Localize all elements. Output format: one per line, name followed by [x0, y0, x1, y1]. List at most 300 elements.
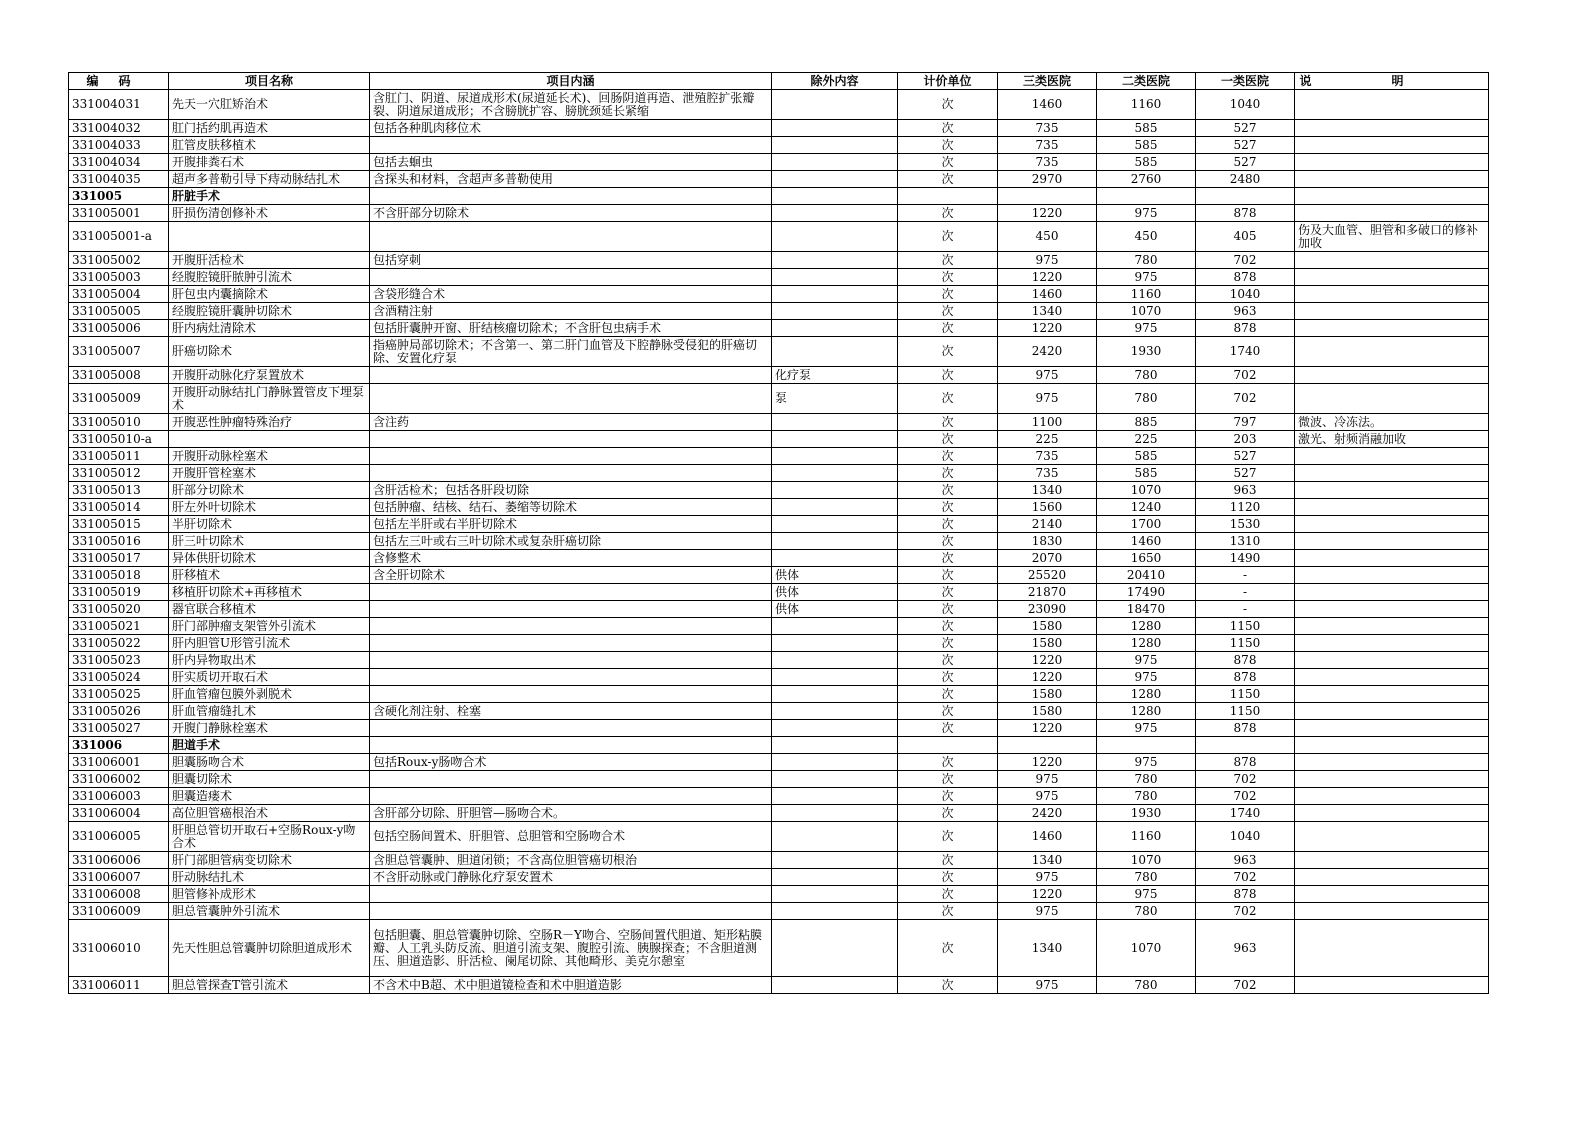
cell-price-class1[interactable]: 702	[1196, 977, 1295, 994]
cell-price-class2[interactable]: 885	[1097, 414, 1196, 431]
cell-price-class2[interactable]: 975	[1097, 652, 1196, 669]
cell-price-class1[interactable]: 878	[1196, 320, 1295, 337]
cell-content[interactable]: 包括左三叶或右三叶切除术或复杂肝癌切除	[370, 533, 772, 550]
cell-content[interactable]: 含肝部分切除、肝胆管—肠吻合术。	[370, 805, 772, 822]
cell-content[interactable]: 含注药	[370, 414, 772, 431]
cell-price-class1[interactable]: -	[1196, 601, 1295, 618]
cell-price-class2[interactable]: 1280	[1097, 703, 1196, 720]
cell-price-class2[interactable]: 1160	[1097, 90, 1196, 120]
cell-code[interactable]: 331005001	[69, 205, 169, 222]
cell-note[interactable]	[1295, 788, 1489, 805]
cell-price-class2[interactable]: 975	[1097, 886, 1196, 903]
cell-price-class1[interactable]: 1740	[1196, 337, 1295, 367]
cell-content[interactable]: 包括左半肝或右半肝切除术	[370, 516, 772, 533]
cell-name[interactable]: 胆囊切除术	[169, 771, 370, 788]
cell-unit[interactable]: 次	[898, 269, 998, 286]
cell-price-class3[interactable]: 1340	[998, 303, 1097, 320]
cell-price-class3[interactable]: 1580	[998, 686, 1097, 703]
cell-except[interactable]	[772, 635, 898, 652]
cell-unit[interactable]: 次	[898, 977, 998, 994]
cell-price-class2[interactable]: 780	[1097, 869, 1196, 886]
cell-unit[interactable]: 次	[898, 805, 998, 822]
cell-name[interactable]	[169, 431, 370, 448]
cell-except[interactable]	[772, 652, 898, 669]
cell-note[interactable]	[1295, 805, 1489, 822]
cell-code[interactable]: 331005001-a	[69, 222, 169, 252]
cell-code[interactable]: 331005017	[69, 550, 169, 567]
cell-note[interactable]	[1295, 154, 1489, 171]
cell-price-class1[interactable]: 527	[1196, 448, 1295, 465]
cell-unit[interactable]: 次	[898, 252, 998, 269]
cell-price-class1[interactable]: 527	[1196, 465, 1295, 482]
cell-price-class1[interactable]: 878	[1196, 720, 1295, 737]
cell-note[interactable]	[1295, 720, 1489, 737]
cell-content[interactable]	[370, 669, 772, 686]
cell-note[interactable]	[1295, 754, 1489, 771]
cell-price-class1[interactable]: 1040	[1196, 286, 1295, 303]
cell-note[interactable]: 伤及大血管、胆管和多破口的修补加收	[1295, 222, 1489, 252]
cell-except[interactable]	[772, 120, 898, 137]
cell-content[interactable]	[370, 448, 772, 465]
cell-price-class1[interactable]: 702	[1196, 252, 1295, 269]
cell-price-class1[interactable]: 878	[1196, 754, 1295, 771]
cell-price-class3[interactable]: 735	[998, 448, 1097, 465]
cell-except[interactable]	[772, 188, 898, 205]
cell-price-class3[interactable]: 1460	[998, 286, 1097, 303]
cell-unit[interactable]: 次	[898, 367, 998, 384]
cell-except[interactable]	[772, 205, 898, 222]
cell-code[interactable]: 331004035	[69, 171, 169, 188]
cell-price-class1[interactable]: 702	[1196, 869, 1295, 886]
cell-price-class2[interactable]: 585	[1097, 465, 1196, 482]
cell-price-class2[interactable]: 18470	[1097, 601, 1196, 618]
cell-unit[interactable]: 次	[898, 550, 998, 567]
cell-price-class3[interactable]: 1580	[998, 635, 1097, 652]
cell-note[interactable]	[1295, 499, 1489, 516]
cell-unit[interactable]: 次	[898, 852, 998, 869]
cell-unit[interactable]: 次	[898, 286, 998, 303]
cell-note[interactable]	[1295, 686, 1489, 703]
cell-content[interactable]	[370, 635, 772, 652]
cell-code[interactable]: 331005023	[69, 652, 169, 669]
cell-note[interactable]	[1295, 669, 1489, 686]
cell-price-class2[interactable]: 1280	[1097, 618, 1196, 635]
cell-code[interactable]: 331006003	[69, 788, 169, 805]
cell-price-class3[interactable]: 23090	[998, 601, 1097, 618]
cell-except[interactable]	[772, 414, 898, 431]
cell-unit[interactable]: 次	[898, 788, 998, 805]
cell-code[interactable]: 331005022	[69, 635, 169, 652]
cell-code[interactable]: 331005024	[69, 669, 169, 686]
cell-content[interactable]: 含肝活检术；包括各肝段切除	[370, 482, 772, 499]
cell-name[interactable]: 肝门部胆管病变切除术	[169, 852, 370, 869]
cell-note[interactable]	[1295, 171, 1489, 188]
cell-note[interactable]	[1295, 205, 1489, 222]
cell-content[interactable]: 不含肝动脉或门静脉化疗泵安置术	[370, 869, 772, 886]
cell-price-class3[interactable]: 2970	[998, 171, 1097, 188]
cell-name[interactable]: 肝内胆管U形管引流术	[169, 635, 370, 652]
cell-price-class3[interactable]: 1460	[998, 822, 1097, 852]
cell-price-class3[interactable]: 735	[998, 154, 1097, 171]
cell-note[interactable]	[1295, 771, 1489, 788]
cell-price-class1[interactable]: 1150	[1196, 635, 1295, 652]
cell-code[interactable]: 331004031	[69, 90, 169, 120]
cell-name[interactable]: 胆总管探查T管引流术	[169, 977, 370, 994]
cell-note[interactable]	[1295, 869, 1489, 886]
cell-content[interactable]	[370, 737, 772, 754]
cell-note[interactable]	[1295, 320, 1489, 337]
cell-code[interactable]: 331004034	[69, 154, 169, 171]
cell-name[interactable]: 开腹恶性肿瘤特殊治疗	[169, 414, 370, 431]
cell-except[interactable]	[772, 737, 898, 754]
cell-price-class2[interactable]: 585	[1097, 137, 1196, 154]
cell-code[interactable]: 331006008	[69, 886, 169, 903]
cell-except[interactable]	[772, 533, 898, 550]
cell-content[interactable]: 不含肝部分切除术	[370, 205, 772, 222]
cell-name[interactable]: 胆道手术	[169, 737, 370, 754]
cell-name[interactable]: 肝内病灶清除术	[169, 320, 370, 337]
cell-unit[interactable]	[898, 737, 998, 754]
cell-price-class2[interactable]	[1097, 737, 1196, 754]
cell-code[interactable]: 331005020	[69, 601, 169, 618]
cell-price-class3[interactable]: 1220	[998, 754, 1097, 771]
cell-note[interactable]	[1295, 252, 1489, 269]
cell-note[interactable]	[1295, 137, 1489, 154]
cell-price-class1[interactable]: 878	[1196, 886, 1295, 903]
cell-price-class3[interactable]: 1460	[998, 90, 1097, 120]
cell-unit[interactable]: 次	[898, 384, 998, 414]
cell-name[interactable]: 肝血管瘤缝扎术	[169, 703, 370, 720]
cell-name[interactable]: 先天性胆总管囊肿切除胆道成形术	[169, 920, 370, 977]
cell-except[interactable]	[772, 90, 898, 120]
cell-except[interactable]	[772, 269, 898, 286]
cell-name[interactable]: 先天一穴肛矫治术	[169, 90, 370, 120]
header-note[interactable]: 说明	[1295, 73, 1489, 90]
header-name[interactable]: 项目名称	[169, 73, 370, 90]
cell-price-class1[interactable]: 1150	[1196, 618, 1295, 635]
cell-except[interactable]: 供体	[772, 584, 898, 601]
cell-price-class1[interactable]: 1150	[1196, 686, 1295, 703]
cell-code[interactable]: 331005007	[69, 337, 169, 367]
cell-unit[interactable]: 次	[898, 431, 998, 448]
cell-price-class1[interactable]: 878	[1196, 269, 1295, 286]
cell-unit[interactable]: 次	[898, 584, 998, 601]
cell-price-class2[interactable]: 975	[1097, 754, 1196, 771]
cell-name[interactable]: 异体供肝切除术	[169, 550, 370, 567]
cell-content[interactable]: 包括肝囊肿开窗、肝结核瘤切除术；不含肝包虫病手术	[370, 320, 772, 337]
cell-name[interactable]: 肝内异物取出术	[169, 652, 370, 669]
cell-except[interactable]	[772, 465, 898, 482]
cell-price-class3[interactable]: 2420	[998, 337, 1097, 367]
cell-code[interactable]: 331005010-a	[69, 431, 169, 448]
cell-price-class3[interactable]: 735	[998, 137, 1097, 154]
cell-name[interactable]: 肝包虫内囊摘除术	[169, 286, 370, 303]
cell-name[interactable]: 肝癌切除术	[169, 337, 370, 367]
cell-except[interactable]	[772, 822, 898, 852]
cell-name[interactable]: 开腹肝管栓塞术	[169, 465, 370, 482]
cell-note[interactable]	[1295, 567, 1489, 584]
cell-content[interactable]	[370, 686, 772, 703]
cell-code[interactable]: 331005026	[69, 703, 169, 720]
cell-code[interactable]: 331005018	[69, 567, 169, 584]
cell-except[interactable]	[772, 337, 898, 367]
cell-price-class2[interactable]: 1280	[1097, 686, 1196, 703]
cell-except[interactable]	[772, 252, 898, 269]
cell-price-class2[interactable]: 1930	[1097, 337, 1196, 367]
cell-code[interactable]: 331005009	[69, 384, 169, 414]
cell-note[interactable]	[1295, 303, 1489, 320]
cell-except[interactable]	[772, 669, 898, 686]
cell-code[interactable]: 331006009	[69, 903, 169, 920]
cell-note[interactable]	[1295, 367, 1489, 384]
cell-code[interactable]: 331006007	[69, 869, 169, 886]
cell-unit[interactable]: 次	[898, 822, 998, 852]
cell-name[interactable]: 肝脏手术	[169, 188, 370, 205]
cell-code[interactable]: 331005004	[69, 286, 169, 303]
cell-content[interactable]: 包括各种肌肉移位术	[370, 120, 772, 137]
cell-price-class2[interactable]: 1240	[1097, 499, 1196, 516]
cell-price-class2[interactable]: 780	[1097, 788, 1196, 805]
cell-code[interactable]: 331004033	[69, 137, 169, 154]
cell-price-class1[interactable]: 797	[1196, 414, 1295, 431]
cell-price-class2[interactable]: 1650	[1097, 550, 1196, 567]
cell-price-class2[interactable]: 975	[1097, 205, 1196, 222]
cell-except[interactable]: 供体	[772, 601, 898, 618]
cell-content[interactable]	[370, 886, 772, 903]
cell-name[interactable]: 开腹门静脉栓塞术	[169, 720, 370, 737]
cell-price-class2[interactable]: 1280	[1097, 635, 1196, 652]
cell-code[interactable]: 331005019	[69, 584, 169, 601]
cell-note[interactable]	[1295, 852, 1489, 869]
cell-price-class1[interactable]	[1196, 737, 1295, 754]
cell-price-class2[interactable]: 1070	[1097, 852, 1196, 869]
cell-price-class2[interactable]: 1930	[1097, 805, 1196, 822]
cell-except[interactable]	[772, 720, 898, 737]
cell-code[interactable]: 331005011	[69, 448, 169, 465]
cell-code[interactable]: 331005002	[69, 252, 169, 269]
cell-unit[interactable]: 次	[898, 137, 998, 154]
cell-content[interactable]	[370, 465, 772, 482]
cell-unit[interactable]	[898, 188, 998, 205]
cell-price-class2[interactable]: 2760	[1097, 171, 1196, 188]
cell-unit[interactable]: 次	[898, 171, 998, 188]
cell-price-class1[interactable]: 702	[1196, 788, 1295, 805]
cell-unit[interactable]: 次	[898, 516, 998, 533]
cell-price-class2[interactable]: 780	[1097, 384, 1196, 414]
cell-note[interactable]	[1295, 90, 1489, 120]
cell-content[interactable]: 含全肝切除术	[370, 567, 772, 584]
cell-name[interactable]: 肝血管瘤包膜外剥脱术	[169, 686, 370, 703]
cell-name[interactable]: 开腹肝活检术	[169, 252, 370, 269]
cell-except[interactable]: 泵	[772, 384, 898, 414]
cell-note[interactable]	[1295, 337, 1489, 367]
cell-price-class1[interactable]: 2480	[1196, 171, 1295, 188]
cell-content[interactable]	[370, 222, 772, 252]
cell-unit[interactable]: 次	[898, 205, 998, 222]
cell-code[interactable]: 331005021	[69, 618, 169, 635]
cell-content[interactable]	[370, 601, 772, 618]
cell-name[interactable]: 经腹腔镜肝囊肿切除术	[169, 303, 370, 320]
cell-content[interactable]: 包括去蛔虫	[370, 154, 772, 171]
cell-except[interactable]	[772, 431, 898, 448]
cell-unit[interactable]: 次	[898, 533, 998, 550]
cell-price-class1[interactable]: 702	[1196, 903, 1295, 920]
cell-unit[interactable]: 次	[898, 320, 998, 337]
cell-code[interactable]: 331006010	[69, 920, 169, 977]
cell-price-class1[interactable]: 963	[1196, 482, 1295, 499]
cell-content[interactable]	[370, 771, 772, 788]
cell-unit[interactable]: 次	[898, 771, 998, 788]
cell-note[interactable]	[1295, 384, 1489, 414]
cell-name[interactable]: 开腹肝动脉结扎门静脉置管皮下埋泵术	[169, 384, 370, 414]
cell-price-class3[interactable]: 1220	[998, 205, 1097, 222]
cell-unit[interactable]: 次	[898, 482, 998, 499]
cell-price-class2[interactable]: 975	[1097, 269, 1196, 286]
cell-unit[interactable]: 次	[898, 303, 998, 320]
cell-code[interactable]: 331005	[69, 188, 169, 205]
cell-content[interactable]	[370, 618, 772, 635]
cell-price-class3[interactable]: 450	[998, 222, 1097, 252]
cell-content[interactable]	[370, 903, 772, 920]
cell-content[interactable]: 包括空肠间置术、肝胆管、总胆管和空肠吻合术	[370, 822, 772, 852]
header-price-class1[interactable]: 一类医院	[1196, 73, 1295, 90]
cell-except[interactable]	[772, 703, 898, 720]
cell-except[interactable]	[772, 886, 898, 903]
cell-content[interactable]: 包括穿刺	[370, 252, 772, 269]
cell-name[interactable]: 肝动脉结扎术	[169, 869, 370, 886]
cell-price-class3[interactable]: 1340	[998, 920, 1097, 977]
cell-price-class1[interactable]: 1040	[1196, 90, 1295, 120]
cell-price-class3[interactable]: 25520	[998, 567, 1097, 584]
cell-unit[interactable]: 次	[898, 618, 998, 635]
cell-code[interactable]: 331006001	[69, 754, 169, 771]
cell-price-class3[interactable]: 1220	[998, 269, 1097, 286]
cell-unit[interactable]: 次	[898, 154, 998, 171]
cell-code[interactable]: 331005015	[69, 516, 169, 533]
cell-content[interactable]	[370, 137, 772, 154]
cell-except[interactable]	[772, 516, 898, 533]
cell-note[interactable]	[1295, 448, 1489, 465]
cell-unit[interactable]: 次	[898, 414, 998, 431]
cell-note[interactable]	[1295, 550, 1489, 567]
cell-except[interactable]	[772, 448, 898, 465]
cell-unit[interactable]: 次	[898, 120, 998, 137]
cell-except[interactable]	[772, 222, 898, 252]
cell-unit[interactable]: 次	[898, 669, 998, 686]
cell-note[interactable]: 微波、冷冻法。	[1295, 414, 1489, 431]
cell-unit[interactable]: 次	[898, 222, 998, 252]
cell-note[interactable]	[1295, 703, 1489, 720]
cell-name[interactable]: 开腹肝动脉化疗泵置放术	[169, 367, 370, 384]
cell-name[interactable]: 开腹肝动脉栓塞术	[169, 448, 370, 465]
cell-code[interactable]: 331005008	[69, 367, 169, 384]
cell-name[interactable]: 肝左外叶切除术	[169, 499, 370, 516]
cell-price-class3[interactable]: 1340	[998, 852, 1097, 869]
cell-except[interactable]	[772, 920, 898, 977]
cell-content[interactable]	[370, 188, 772, 205]
cell-name[interactable]	[169, 222, 370, 252]
cell-unit[interactable]: 次	[898, 635, 998, 652]
cell-price-class1[interactable]: 878	[1196, 652, 1295, 669]
cell-price-class1[interactable]: 963	[1196, 852, 1295, 869]
cell-content[interactable]	[370, 431, 772, 448]
cell-except[interactable]	[772, 686, 898, 703]
cell-price-class3[interactable]: 2420	[998, 805, 1097, 822]
cell-code[interactable]: 331005006	[69, 320, 169, 337]
header-code[interactable]: 编码	[69, 73, 169, 90]
header-unit[interactable]: 计价单位	[898, 73, 998, 90]
cell-code[interactable]: 331004032	[69, 120, 169, 137]
header-except[interactable]: 除外内容	[772, 73, 898, 90]
cell-price-class2[interactable]: 975	[1097, 320, 1196, 337]
cell-price-class3[interactable]: 1100	[998, 414, 1097, 431]
cell-note[interactable]	[1295, 269, 1489, 286]
cell-price-class3[interactable]: 975	[998, 367, 1097, 384]
cell-content[interactable]	[370, 269, 772, 286]
cell-code[interactable]: 331006004	[69, 805, 169, 822]
cell-note[interactable]	[1295, 188, 1489, 205]
cell-unit[interactable]: 次	[898, 601, 998, 618]
cell-content[interactable]: 包括肿瘤、结核、结石、萎缩等切除术	[370, 499, 772, 516]
cell-name[interactable]: 开腹排粪石术	[169, 154, 370, 171]
cell-price-class2[interactable]: 585	[1097, 154, 1196, 171]
cell-except[interactable]	[772, 499, 898, 516]
cell-price-class3[interactable]: 975	[998, 384, 1097, 414]
cell-code[interactable]: 331005025	[69, 686, 169, 703]
cell-content[interactable]	[370, 652, 772, 669]
cell-unit[interactable]: 次	[898, 903, 998, 920]
cell-content[interactable]: 含胆总管囊肿、胆道闭锁；不含高位胆管癌切根治	[370, 852, 772, 869]
cell-price-class2[interactable]: 585	[1097, 120, 1196, 137]
cell-name[interactable]: 肝实质切开取石术	[169, 669, 370, 686]
cell-name[interactable]: 器官联合移植术	[169, 601, 370, 618]
cell-unit[interactable]: 次	[898, 686, 998, 703]
cell-price-class3[interactable]: 735	[998, 465, 1097, 482]
cell-name[interactable]: 胆总管囊肿外引流术	[169, 903, 370, 920]
cell-price-class2[interactable]: 780	[1097, 977, 1196, 994]
cell-unit[interactable]: 次	[898, 703, 998, 720]
cell-content[interactable]: 含硬化剂注射、栓塞	[370, 703, 772, 720]
cell-unit[interactable]: 次	[898, 720, 998, 737]
cell-except[interactable]	[772, 286, 898, 303]
cell-price-class1[interactable]: 1040	[1196, 822, 1295, 852]
cell-except[interactable]	[772, 977, 898, 994]
cell-price-class3[interactable]: 21870	[998, 584, 1097, 601]
cell-price-class1[interactable]: 1490	[1196, 550, 1295, 567]
cell-name[interactable]: 半肝切除术	[169, 516, 370, 533]
cell-price-class3[interactable]: 1220	[998, 720, 1097, 737]
cell-price-class3[interactable]: 1340	[998, 482, 1097, 499]
cell-note[interactable]	[1295, 822, 1489, 852]
cell-price-class2[interactable]: 17490	[1097, 584, 1196, 601]
cell-price-class1[interactable]: 1740	[1196, 805, 1295, 822]
cell-price-class2[interactable]: 1700	[1097, 516, 1196, 533]
cell-unit[interactable]: 次	[898, 448, 998, 465]
cell-name[interactable]: 胆囊肠吻合术	[169, 754, 370, 771]
cell-price-class2[interactable]: 1070	[1097, 920, 1196, 977]
cell-note[interactable]	[1295, 584, 1489, 601]
cell-code[interactable]: 331005016	[69, 533, 169, 550]
cell-price-class2[interactable]: 975	[1097, 720, 1196, 737]
cell-price-class2[interactable]	[1097, 188, 1196, 205]
cell-price-class2[interactable]: 975	[1097, 669, 1196, 686]
cell-code[interactable]: 331005013	[69, 482, 169, 499]
cell-price-class2[interactable]: 1070	[1097, 303, 1196, 320]
cell-name[interactable]: 高位胆管癌根治术	[169, 805, 370, 822]
cell-price-class1[interactable]: 527	[1196, 137, 1295, 154]
cell-code[interactable]: 331006005	[69, 822, 169, 852]
cell-price-class1[interactable]: -	[1196, 584, 1295, 601]
